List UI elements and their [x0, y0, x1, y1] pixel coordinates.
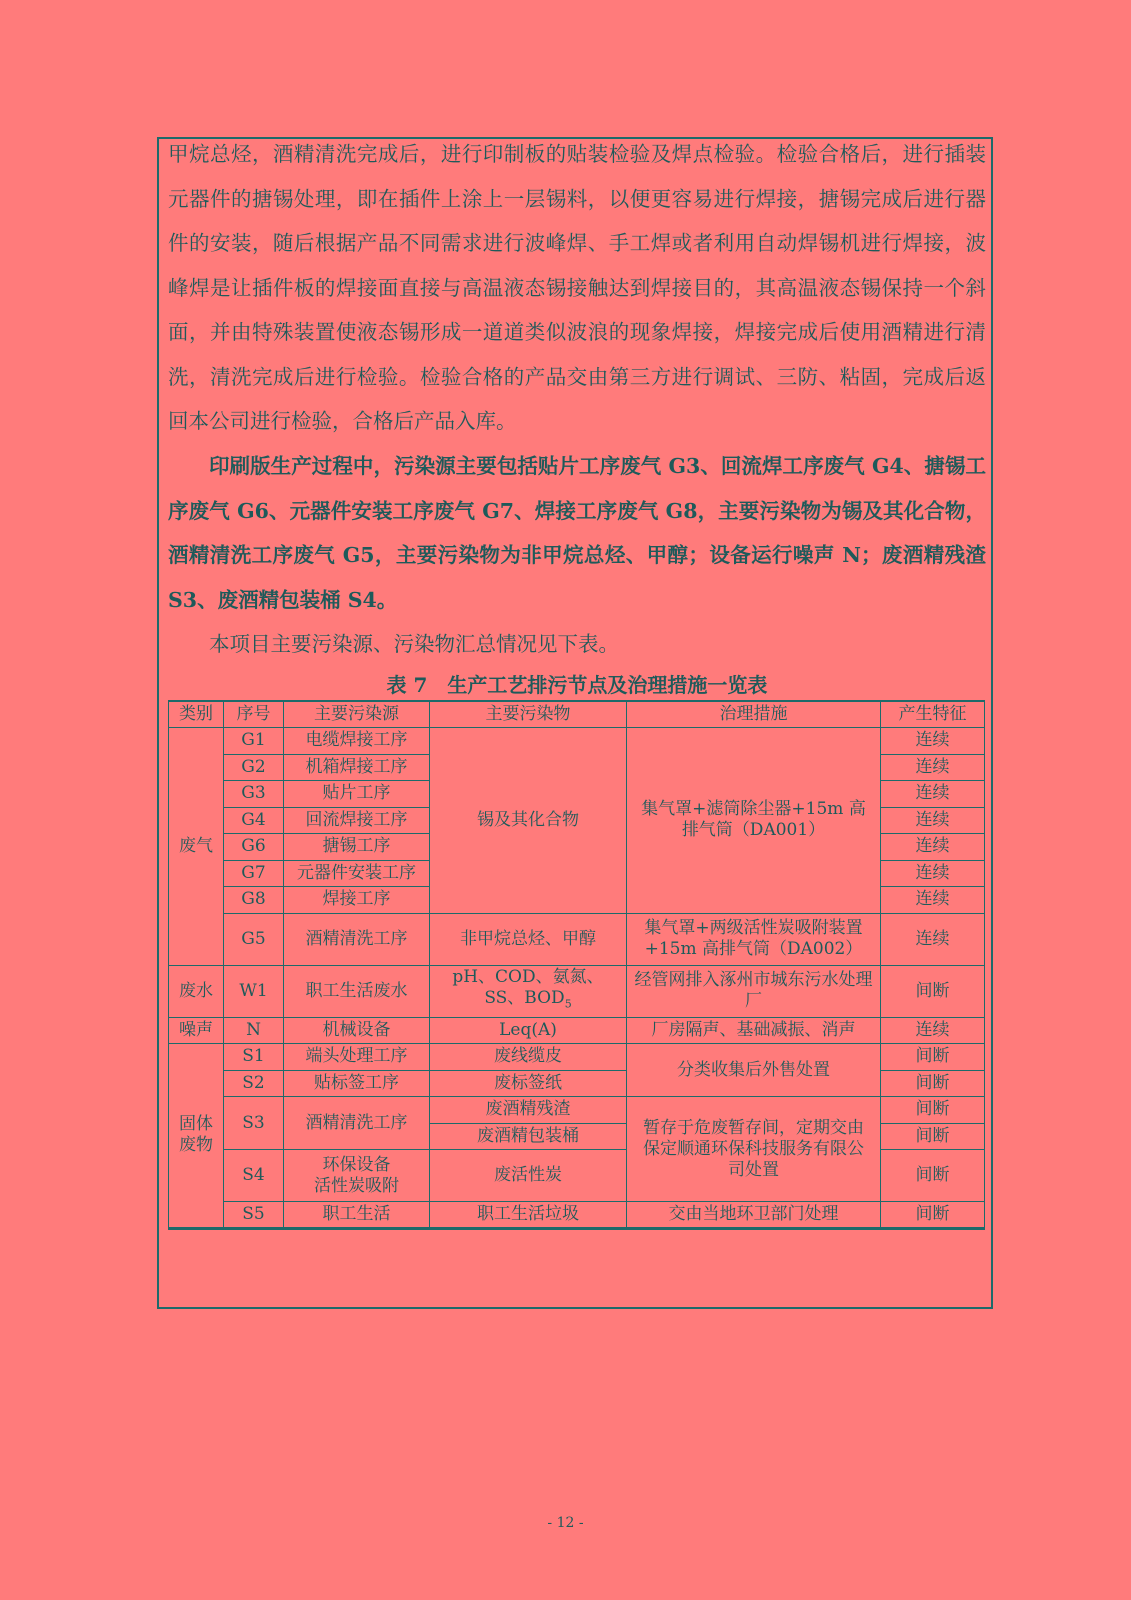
measure-cell: 集气罩+两级活性炭吸附装置+15m 高排气筒（DA002） [627, 913, 881, 965]
number-cell: S3 [224, 1097, 284, 1150]
source-cell: 职工生活 [284, 1202, 430, 1229]
pollutant-cell: 非甲烷总烃、甲醇 [430, 913, 627, 965]
number-cell: N [224, 1017, 284, 1044]
feature-cell: 间断 [881, 1123, 985, 1150]
feature-cell: 连续 [881, 1017, 985, 1044]
number-cell: G4 [224, 807, 284, 834]
category-cell: 废水 [169, 965, 224, 1017]
source-cell: 机械设备 [284, 1017, 430, 1044]
pollutant-cell: 废酒精包装桶 [430, 1123, 627, 1150]
measure-cell: 经管网排入涿州市城东污水处理厂 [627, 965, 881, 1017]
source-cell: 端头处理工序 [284, 1044, 430, 1071]
table-row [169, 1044, 985, 1071]
measure-cell: 暂存于危废暂存间，定期交由保定顺通环保科技服务有限公司处置 [627, 1097, 881, 1202]
number-cell: G3 [224, 781, 284, 808]
measure-cell: 集气罩+滤筒除尘器+15m 高排气筒（DA001） [627, 728, 881, 914]
table-row [169, 728, 985, 755]
source-cell [284, 1150, 430, 1202]
feature-cell: 连续 [881, 860, 985, 887]
pollutant-cell: 职工生活垃圾 [430, 1202, 627, 1229]
feature-cell: 连续 [881, 887, 985, 914]
measure-cell: 分类收集后外售处置 [627, 1044, 881, 1097]
source-cell: 焊接工序 [284, 887, 430, 914]
feature-cell: 连续 [881, 834, 985, 861]
table-row [169, 913, 985, 965]
source-cell: 回流焊接工序 [284, 807, 430, 834]
feature-cell: 间断 [881, 1202, 985, 1229]
measure-cell: 厂房隔声、基础减振、消声 [627, 1017, 881, 1044]
measure-cell: 交由当地环卫部门处理 [627, 1202, 881, 1229]
number-cell: G8 [224, 887, 284, 914]
feature-cell: 连续 [881, 913, 985, 965]
source-cell: 酒精清洗工序 [284, 913, 430, 965]
header-feature: 产生特征 [881, 701, 985, 728]
pollutant-subscript: 5 [564, 997, 572, 1011]
pollutant-cell: Leq(A) [430, 1017, 627, 1044]
source-cell: 酒精清洗工序 [284, 1097, 430, 1150]
source-cell: 贴标签工序 [284, 1070, 430, 1097]
pollutant-cell [430, 965, 627, 1017]
feature-cell: 连续 [881, 781, 985, 808]
number-cell: G5 [224, 913, 284, 965]
number-cell: S4 [224, 1150, 284, 1202]
header-number: 序号 [224, 701, 284, 728]
header-source: 主要污染源 [284, 701, 430, 728]
table-row [169, 1017, 985, 1044]
source-cell: 电缆焊接工序 [284, 728, 430, 755]
pollutant-cell: 废酒精残渣 [430, 1097, 627, 1124]
number-cell: G7 [224, 860, 284, 887]
category-cell: 固体废物 [169, 1044, 224, 1229]
table-header-row [169, 701, 985, 728]
paragraph-summary-intro: 本项目主要污染源、污染物汇总情况见下表。 [209, 632, 619, 656]
number-cell: G1 [224, 728, 284, 755]
feature-cell: 间断 [881, 1150, 985, 1202]
header-category: 类别 [169, 701, 224, 728]
source-line-1: 环保设备 [322, 1154, 391, 1175]
pollutant-line-2: SS、BOD [484, 988, 565, 1009]
number-cell: W1 [224, 965, 284, 1017]
page-number: - 12 - [547, 1515, 584, 1531]
pollution-table [168, 700, 985, 1230]
paragraph-pollution-sources: 印刷版生产过程中，污染源主要包括贴片工序废气 G3、回流焊工序废气 G4、搪锡工序废气 G6、元器件安装工序废气 G7、焊接工序废气 G8，主要污染物为锡及其化合物，酒精清洗工序废气 G5，主要污染物为非甲烷总烃、甲醇；设备运行噪声 N；废酒精残渣 S3、废酒精包装桶 S4。 [168, 454, 986, 612]
number-cell: S1 [224, 1044, 284, 1071]
feature-cell: 连续 [881, 754, 985, 781]
source-cell: 元器件安装工序 [284, 860, 430, 887]
feature-cell: 间断 [881, 1097, 985, 1124]
pollutant-cell: 锡及其化合物 [430, 728, 627, 914]
feature-cell: 间断 [881, 1070, 985, 1097]
table-row [169, 1202, 985, 1229]
source-cell: 搪锡工序 [284, 834, 430, 861]
source-cell: 机箱焊接工序 [284, 754, 430, 781]
feature-cell: 连续 [881, 728, 985, 755]
number-cell: S2 [224, 1070, 284, 1097]
source-cell: 贴片工序 [284, 781, 430, 808]
category-cell: 噪声 [169, 1017, 224, 1044]
paragraph-process-description: 甲烷总烃，酒精清洗完成后，进行印制板的贴装检验及焊点检验。检验合格后，进行插装元器件的搪锡处理，即在插件上涂上一层锡料，以便更容易进行焊接，搪锡完成后进行器件的安装，随后根据产品不同需求进行波峰焊、手工焊或者利用自动焊锡机进行焊接，波峰焊是让插件板的焊接面直接与高温液态锡接触达到焊接目的，其高温液态锡保持一个斜面，并由特殊装置使液态锡形成一道道类似波浪的现象焊接，焊接完成后使用酒精进行清洗，清洗完成后进行检验。检验合格的产品交由第三方进行调试、三防、粘固，完成后返回本公司进行检验，合格后产品入库。 [168, 142, 986, 433]
source-cell: 职工生活废水 [284, 965, 430, 1017]
feature-cell: 连续 [881, 807, 985, 834]
number-cell: S5 [224, 1202, 284, 1229]
pollutant-line-1: pH、COD、氨氮、 [452, 967, 604, 988]
source-line-2: 活性炭吸附 [314, 1175, 399, 1196]
table-caption: 表 7 生产工艺排污节点及治理措施一览表 [386, 673, 768, 697]
table-row [169, 965, 985, 1017]
header-pollutant: 主要污染物 [430, 701, 627, 728]
feature-cell: 间断 [881, 965, 985, 1017]
category-cell: 废气 [169, 728, 224, 966]
number-cell: G6 [224, 834, 284, 861]
pollutant-cell: 废线缆皮 [430, 1044, 627, 1071]
table-row [169, 1097, 985, 1124]
pollutant-cell: 废标签纸 [430, 1070, 627, 1097]
header-measure: 治理措施 [627, 701, 881, 728]
feature-cell: 间断 [881, 1044, 985, 1071]
pollutant-cell: 废活性炭 [430, 1150, 627, 1202]
number-cell: G2 [224, 754, 284, 781]
